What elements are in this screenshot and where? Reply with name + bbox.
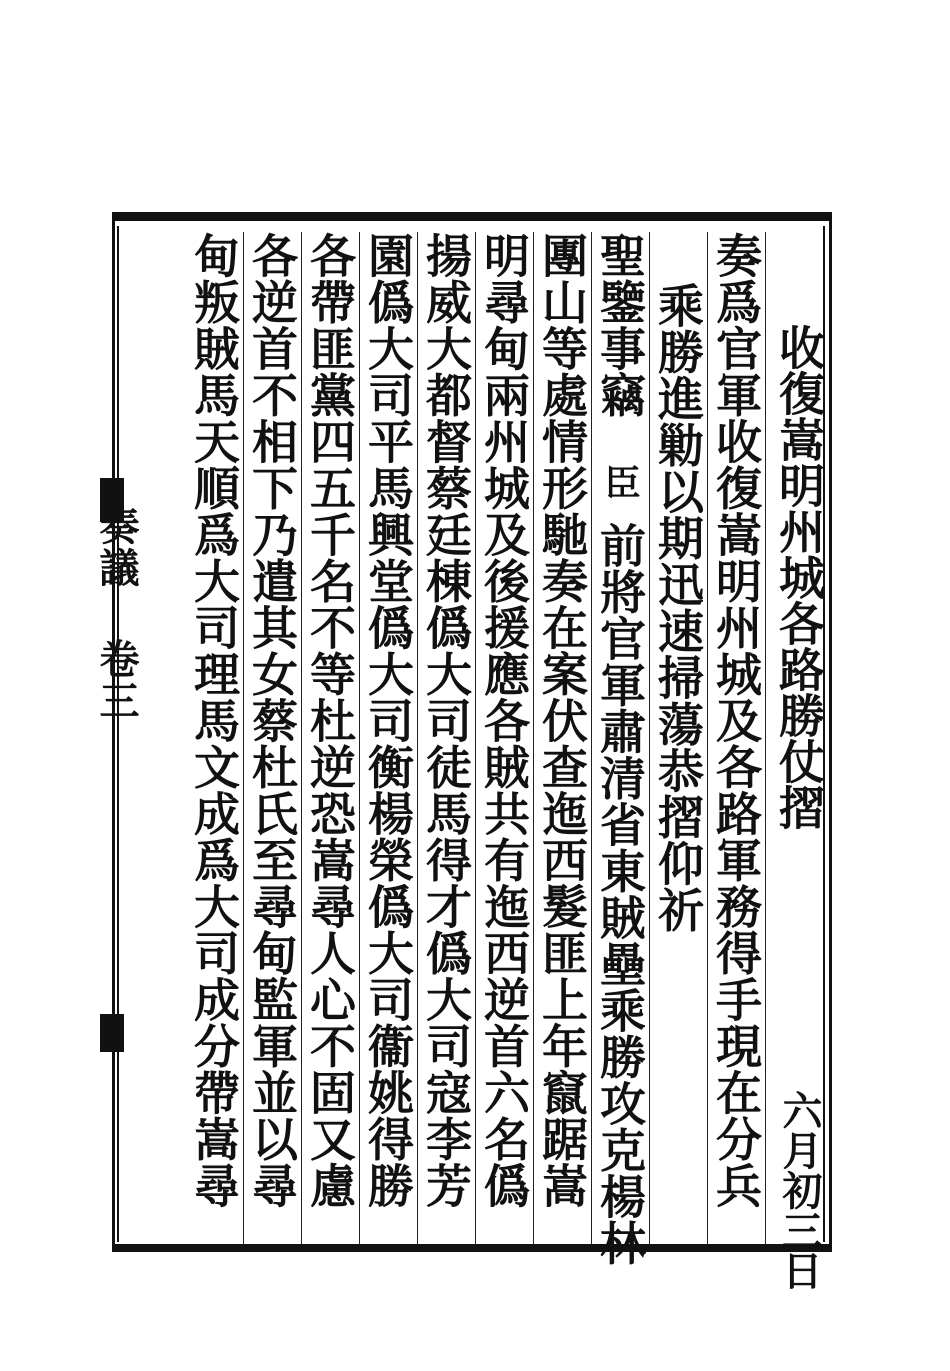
text-column-5 [476,232,534,1244]
column-text: 甸叛賊馬天順爲大司理馬文成爲大司成分帶嵩尋 [187,232,241,1209]
minister-mark: 臣 [599,464,641,500]
text-column-3 [592,232,650,1266]
column-text: 團山等處情形馳奏在案伏查迤西髮匪上年竄踞嵩 [535,232,589,1209]
column-text: 園僞大司平馬興堂僞大司衡楊榮僞大司衞姚得勝 [361,232,415,1209]
title-column [770,232,828,1290]
text-column-10 [186,232,244,1244]
memorial-title: 收復嵩明州城各路勝仗摺 [772,324,826,830]
text-column-4 [534,232,592,1244]
text-column-2 [650,232,708,1244]
text-column-7 [360,232,418,1244]
text-column-8 [302,232,360,1244]
column-text: 奏爲官軍收復嵩明州城及各路軍務得手現在分兵 [709,232,763,1209]
margin-volume-label: 奏議 卷三 [93,505,140,722]
column-text: 揚威大都督蔡廷棟僞大司徒馬得才僞大司寇李芳 [419,232,473,1209]
text-column-9 [244,232,302,1244]
column-text: 各逆首不相下乃遣其女蔡杜氏至尋甸監軍並以尋 [245,232,299,1209]
column-text: 各帶匪黨四五千名不等杜逆恐嵩尋人心不固又慮 [303,232,357,1209]
memorial-date: 六月初三日 [776,1090,823,1290]
text-column-11 [128,232,186,1244]
column-text: 前將官軍肅清省東賊壘乘勝攻克楊林 [593,522,647,1266]
column-text: 明尋甸兩州城及後援應各賊共有迤西逆首六名僞 [477,232,531,1209]
text-column-1 [708,232,766,1244]
column-text: 乘勝進勦以期迅速掃蕩恭摺仰祈 [651,282,705,933]
column-text: 聖鑒事竊 [593,232,647,418]
text-column-6 [418,232,476,1244]
fold-mark-bottom [100,1014,124,1052]
